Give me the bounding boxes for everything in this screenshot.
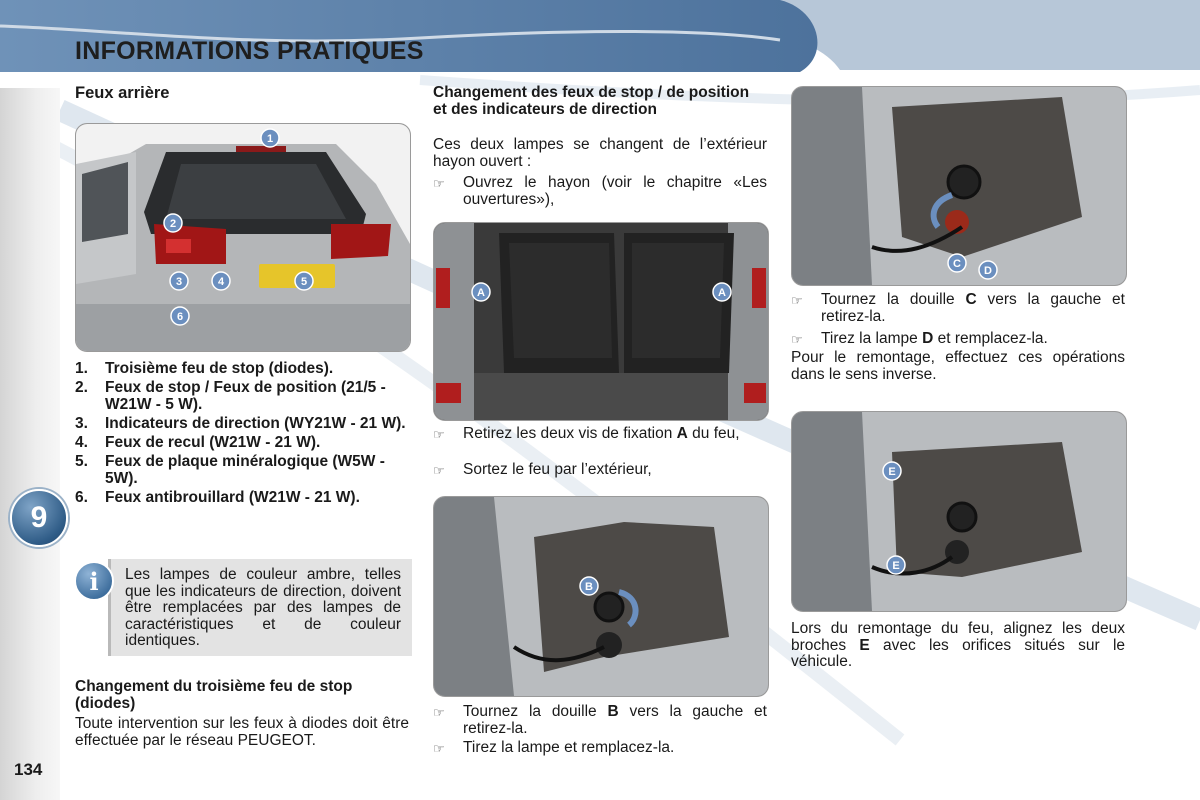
bullet-bold-letter: C	[965, 291, 977, 308]
list-item	[75, 415, 410, 432]
info-icon: i	[74, 561, 114, 601]
figure-socket-c	[791, 86, 1127, 286]
callout-a-left-label: A	[477, 287, 485, 299]
list-item-text: Feux de recul (W21W - 21 W).	[105, 434, 321, 451]
chapter-number: 9	[30, 501, 48, 534]
bullet-text: vers la gauche et retirez-la.	[821, 291, 1125, 325]
bullet-text: Tournez la douille	[821, 291, 966, 308]
list-item-number: 5.	[75, 453, 88, 470]
final-alignment-text	[791, 621, 1125, 671]
list-item	[75, 360, 410, 377]
list-item-text: Feux antibrouillard (W21W - 21 W).	[105, 489, 360, 506]
callout-2-label: 2	[169, 218, 177, 230]
bullet-bold-letter: B	[607, 703, 619, 720]
info-note-box	[108, 559, 412, 656]
list-item-text: Troisième feu de stop (diodes).	[105, 360, 334, 377]
list-item-text: Feux de plaque minéralogique (W5W - 5W).	[105, 453, 385, 487]
final-bold-letter: E	[859, 636, 870, 654]
callout-c-label: C	[953, 258, 961, 270]
figure-rear-of-car	[75, 123, 411, 352]
page-number: 134	[14, 760, 43, 779]
bullet-bold-letter: D	[922, 330, 934, 347]
chapter-tab[interactable]	[10, 489, 68, 547]
callout-e-bottom-label: E	[892, 560, 900, 572]
callout-d-label: D	[984, 265, 992, 277]
list-item-number: 1.	[75, 360, 88, 377]
bullet-text: Sortez le feu par l’extérieur,	[463, 461, 652, 478]
figure-socket-b	[433, 496, 769, 697]
pointing-hand-icon: ☞	[433, 741, 445, 756]
list-item-number: 4.	[75, 434, 88, 451]
list-item	[75, 434, 410, 451]
callout-b-label: B	[585, 581, 593, 593]
bullet-bold-letter: A	[676, 425, 688, 442]
callout-5-label: 5	[300, 276, 308, 288]
bullet-turn-socket-c	[791, 292, 1125, 325]
bullet-text: Tirez la lampe et remplacez-la.	[463, 739, 675, 756]
pointing-hand-icon: ☞	[791, 293, 803, 308]
bullet-text: Retirez les deux vis de fixation	[463, 425, 677, 442]
callout-6-label: 6	[176, 311, 184, 323]
pointing-hand-icon: ☞	[433, 463, 445, 478]
intro-text: Ces deux lampes se changent de l’extérieur hayon ouvert :	[433, 136, 767, 170]
callout-1-label: 1	[266, 133, 274, 145]
section-title-third-stop: Changement du troisième feu de stop (diodes)	[75, 678, 353, 712]
info-note-text: Les lampes de couleur ambre, telles que les indicateurs de direction, doivent être remplacées par des lampes de caractéristiques et de couleur identiques.	[125, 566, 401, 649]
list-item-number: 6.	[75, 489, 88, 506]
callout-3-label: 3	[175, 276, 183, 288]
list-item	[75, 379, 410, 413]
figure-trunk-open	[433, 222, 769, 421]
reassembly-text: Pour le remontage, effectuez ces opérations dans le sens inverse.	[791, 349, 1125, 383]
pointing-hand-icon: ☞	[791, 332, 803, 347]
bullet-text: et remplacez-la.	[933, 330, 1048, 347]
pointing-hand-icon: ☞	[433, 427, 445, 442]
list-item	[75, 453, 410, 487]
bullet-text: Ouvrez le hayon (voir le chapitre «Les ouvertures»),	[463, 174, 767, 208]
callout-a-right-label: A	[718, 287, 726, 299]
bullet-text: vers la gauche et retirez-la.	[463, 703, 767, 737]
figure-pins-e	[791, 411, 1127, 612]
final-text-part: avec les orifices situés sur le véhicule.	[791, 636, 1126, 670]
pointing-hand-icon: ☞	[433, 705, 445, 720]
section-title-stop-lights: Changement des feux de stop / de position et des indicateurs de direction	[433, 84, 750, 118]
list-item-text: Indicateurs de direction (WY21W - 21 W).	[105, 415, 406, 432]
bullet-text: du feu,	[687, 425, 740, 442]
list-item-number: 2.	[75, 379, 88, 396]
callout-4-label: 4	[217, 276, 225, 288]
bullet-remove-screws	[433, 426, 767, 444]
bullet-text: Tirez la lampe	[821, 330, 923, 347]
third-stop-text: Toute intervention sur les feux à diodes doit être effectuée par le réseau PEUGEOT.	[75, 715, 409, 749]
page-header-title: INFORMATIONS PRATIQUES	[75, 37, 424, 65]
bullet-text: Tournez la douille	[463, 703, 608, 720]
section-title-rear-lights: Feux arrière	[75, 84, 170, 102]
bulb-list	[75, 360, 410, 508]
pointing-hand-icon: ☞	[433, 176, 445, 191]
bullet-take-out-light	[433, 462, 767, 480]
list-item	[75, 489, 410, 506]
bullet-turn-socket-b	[433, 704, 767, 737]
list-item-text: Feux de stop / Feux de position (21/5 - W21W - 5 W).	[105, 379, 386, 413]
bullet-open-tailgate	[433, 175, 767, 208]
page-edge-strip	[0, 88, 60, 800]
callout-e-top-label: E	[888, 466, 896, 478]
final-text-part: Lors du remontage du feu, alignez les deux broches	[791, 620, 1125, 654]
bullet-replace-lamp	[433, 740, 767, 758]
bullet-replace-lamp-d	[791, 331, 1125, 349]
list-item-number: 3.	[75, 415, 88, 432]
